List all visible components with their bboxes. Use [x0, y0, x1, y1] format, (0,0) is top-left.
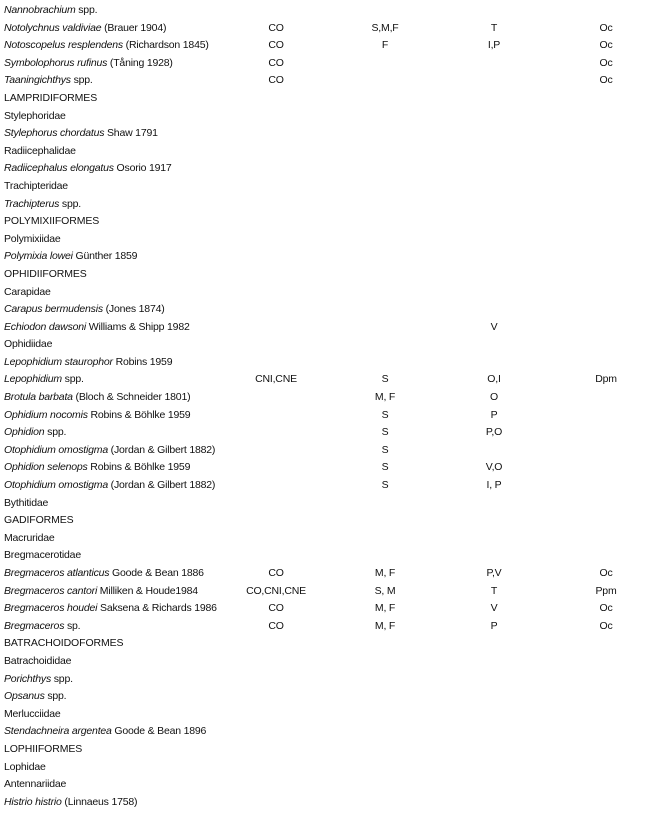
family-name: Carapidae — [4, 285, 51, 298]
species-name — [4, 20, 166, 38]
species-row — [0, 371, 669, 389]
species-name — [4, 618, 80, 636]
species-binomial: Stendachneira argentea — [4, 725, 112, 738]
region-cell: CO — [268, 602, 284, 615]
species-name — [4, 160, 172, 178]
species-row — [0, 794, 669, 812]
species-authority: spp. — [44, 690, 67, 703]
category-cell: Ppm — [595, 584, 617, 597]
species-authority: Günther 1859 — [72, 250, 138, 263]
region-cell: CNI,CNE — [255, 373, 297, 386]
species-binomial: Opsanus — [4, 690, 45, 703]
order-name: POLYMIXIIFORMES — [4, 215, 100, 228]
habitat-cell: I, P — [486, 479, 502, 492]
family-name: Ophidiidae — [4, 338, 53, 351]
species-authority: Osorio 1917 — [113, 162, 172, 175]
species-row — [0, 442, 669, 460]
species-name — [4, 794, 137, 812]
species-name — [4, 671, 73, 689]
species-binomial: Otophidium omostigma — [4, 443, 108, 456]
species-row — [0, 354, 669, 372]
family-name: Antennariidae — [4, 778, 67, 791]
species-name — [4, 389, 190, 407]
species-name — [4, 583, 198, 601]
species-row — [0, 459, 669, 477]
category-cell: Oc — [599, 74, 613, 87]
order-name: GADIFORMES — [4, 514, 74, 527]
habitat-cell: V — [490, 602, 498, 615]
habitat-cell: I,P — [487, 39, 501, 52]
order-name: OPHIDIIFORMES — [4, 267, 87, 280]
category-cell: Dpm — [595, 373, 617, 386]
order-name: LOPHIIFORMES — [4, 742, 83, 755]
category-cell: Oc — [599, 21, 613, 34]
species-authority: spp. — [59, 197, 81, 210]
species-name — [4, 55, 173, 73]
family-row — [0, 143, 669, 161]
family-name: Bregmacerotidae — [4, 549, 81, 562]
species-row — [0, 72, 669, 90]
season-cell: M, F — [374, 602, 396, 615]
species-binomial: Bregmaceros houdei — [4, 602, 98, 615]
species-authority: Goode & Bean 1896 — [111, 725, 207, 738]
region-cell: CO — [268, 56, 284, 69]
species-row — [0, 565, 669, 583]
species-name — [4, 2, 97, 20]
species-authority: Robins & Böhlke 1959 — [87, 408, 191, 421]
species-authority: spp. — [61, 373, 84, 386]
species-binomial: Symbolophorus rufinus — [4, 56, 108, 69]
species-binomial: Ophidium nocomis — [4, 408, 88, 421]
season-cell: S, M — [374, 584, 396, 597]
species-authority: (Bloch & Schneider 1801) — [72, 391, 191, 404]
season-cell: M, F — [374, 619, 396, 632]
family-row — [0, 108, 669, 126]
category-cell: Oc — [599, 567, 613, 579]
species-name — [4, 196, 81, 214]
taxa-table — [0, 2, 669, 811]
order-row — [0, 213, 669, 231]
species-name — [4, 319, 190, 337]
order-row — [0, 741, 669, 759]
region-cell: CO — [268, 567, 284, 579]
species-binomial: Stylephorus chordatus — [4, 127, 105, 140]
species-authority: Robins 1959 — [112, 355, 173, 368]
order-name: LAMPRIDIFORMES — [4, 91, 98, 104]
species-row — [0, 301, 669, 319]
species-authority: (Jordan & Gilbert 1882) — [107, 443, 216, 456]
species-authority: (Richardson 1845) — [122, 39, 209, 52]
species-authority: spp. — [75, 4, 98, 16]
habitat-cell: T — [490, 21, 498, 34]
habitat-cell: O — [490, 391, 498, 404]
species-binomial: Carapus bermudensis — [4, 303, 103, 316]
region-cell: CO — [268, 21, 284, 34]
season-cell: M, F — [374, 391, 396, 404]
season-cell: S — [381, 479, 389, 492]
family-row — [0, 759, 669, 777]
family-row — [0, 530, 669, 548]
species-authority: (Tåning 1928) — [107, 56, 173, 69]
species-authority: (Brauer 1904) — [101, 21, 167, 34]
species-binomial: Notoscopelus resplendens — [4, 39, 123, 52]
family-name: Radiicephalidae — [4, 144, 76, 157]
species-row — [0, 2, 669, 20]
species-name — [4, 354, 172, 372]
order-row — [0, 512, 669, 530]
species-binomial: Lepophidium staurophor — [4, 355, 113, 368]
species-name — [4, 442, 215, 460]
species-binomial: Bregmaceros — [4, 619, 65, 632]
species-authority: sp. — [64, 619, 81, 632]
family-name: Macruridae — [4, 531, 55, 544]
family-row — [0, 178, 669, 196]
species-row — [0, 389, 669, 407]
species-row — [0, 723, 669, 741]
season-cell: F — [381, 39, 389, 52]
species-row — [0, 424, 669, 442]
species-name — [4, 125, 158, 143]
species-row — [0, 248, 669, 266]
species-authority: spp. — [44, 426, 67, 439]
region-cell: CO — [268, 39, 284, 52]
season-cell: S — [381, 373, 389, 386]
species-binomial: Trachipterus — [4, 197, 60, 210]
category-cell: Oc — [599, 619, 613, 632]
species-name — [4, 301, 165, 319]
species-row — [0, 407, 669, 425]
habitat-cell: P,O — [485, 426, 503, 439]
species-row — [0, 160, 669, 178]
species-authority: spp. — [70, 74, 93, 87]
species-authority: Robins & Böhlke 1959 — [87, 461, 191, 474]
family-row — [0, 653, 669, 671]
species-name — [4, 723, 206, 741]
species-authority: Saksena & Richards 1986 — [97, 602, 217, 615]
species-authority: Milliken & Houde1984 — [97, 584, 198, 597]
species-row — [0, 671, 669, 689]
habitat-cell: O,I — [487, 373, 501, 386]
season-cell: S — [381, 408, 389, 421]
family-name: Trachipteridae — [4, 179, 68, 192]
species-name — [4, 477, 215, 495]
species-binomial: Bregmaceros cantori — [4, 584, 98, 597]
species-binomial: Brotula barbata — [4, 391, 73, 404]
species-row — [0, 125, 669, 143]
species-row — [0, 196, 669, 214]
habitat-cell: V,O — [485, 461, 503, 474]
species-name — [4, 371, 84, 389]
species-binomial: Echiodon dawsoni — [4, 320, 87, 333]
species-authority: Williams & Shipp 1982 — [86, 320, 190, 333]
season-cell: S — [381, 426, 389, 439]
habitat-cell: P — [490, 619, 498, 632]
family-row — [0, 776, 669, 794]
order-row — [0, 90, 669, 108]
species-row — [0, 319, 669, 337]
order-row — [0, 635, 669, 653]
region-cell: CO — [268, 74, 284, 87]
season-cell: S,M,F — [371, 21, 399, 34]
order-name: BATRACHOIDOFORMES — [4, 637, 124, 650]
species-name — [4, 565, 204, 583]
species-binomial: Otophidium omostigma — [4, 479, 108, 492]
species-binomial: Nannobrachium — [4, 4, 76, 16]
habitat-cell: P — [490, 408, 498, 421]
species-row — [0, 55, 669, 73]
species-binomial: Ophidion selenops — [4, 461, 88, 474]
family-name: Batrachoididae — [4, 654, 72, 667]
species-authority: (Linnaeus 1758) — [61, 795, 138, 808]
family-row — [0, 284, 669, 302]
habitat-cell: P,V — [486, 567, 502, 579]
species-authority: Goode & Bean 1886 — [109, 567, 204, 579]
species-binomial: Taaningichthys — [4, 74, 71, 87]
season-cell: S — [381, 443, 389, 456]
region-cell: CO,CNI,CNE — [246, 584, 306, 597]
species-name — [4, 72, 93, 90]
species-row — [0, 37, 669, 55]
species-name — [4, 37, 209, 55]
species-name — [4, 248, 137, 266]
family-row — [0, 336, 669, 354]
species-authority: (Jordan & Gilbert 1882) — [107, 479, 216, 492]
family-row — [0, 547, 669, 565]
species-row — [0, 477, 669, 495]
species-row — [0, 688, 669, 706]
species-name — [4, 407, 190, 425]
species-row — [0, 20, 669, 38]
habitat-cell: V — [490, 320, 498, 333]
species-name — [4, 688, 66, 706]
family-name: Bythitidae — [4, 496, 49, 509]
species-authority: spp. — [51, 672, 73, 685]
category-cell: Oc — [599, 39, 613, 52]
family-name: Merlucciidae — [4, 707, 61, 720]
species-binomial: Porichthys — [4, 672, 52, 685]
family-row — [0, 231, 669, 249]
species-row — [0, 600, 669, 618]
species-authority: Shaw 1791 — [104, 127, 158, 140]
family-name: Polymixiidae — [4, 232, 61, 245]
species-row — [0, 583, 669, 601]
family-row — [0, 495, 669, 513]
family-row — [0, 706, 669, 724]
species-authority: (Jones 1874) — [102, 303, 165, 316]
species-binomial: Lepophidium — [4, 373, 62, 386]
species-row — [0, 618, 669, 636]
season-cell: M, F — [374, 567, 396, 579]
season-cell: S — [381, 461, 389, 474]
species-name — [4, 424, 66, 442]
species-binomial: Radiicephalus elongatus — [4, 162, 114, 175]
species-binomial: Notolychnus valdiviae — [4, 21, 102, 34]
category-cell: Oc — [599, 56, 613, 69]
family-name: Lophidae — [4, 760, 46, 773]
category-cell: Oc — [599, 602, 613, 615]
species-name — [4, 600, 217, 618]
habitat-cell: T — [490, 584, 498, 597]
order-row — [0, 266, 669, 284]
species-binomial: Histrio histrio — [4, 795, 62, 808]
species-binomial: Bregmaceros atlanticus — [4, 567, 110, 579]
family-name: Stylephoridae — [4, 109, 66, 122]
species-name — [4, 459, 190, 477]
species-binomial: Ophidion — [4, 426, 45, 439]
species-binomial: Polymixia lowei — [4, 250, 73, 263]
region-cell: CO — [268, 619, 284, 632]
